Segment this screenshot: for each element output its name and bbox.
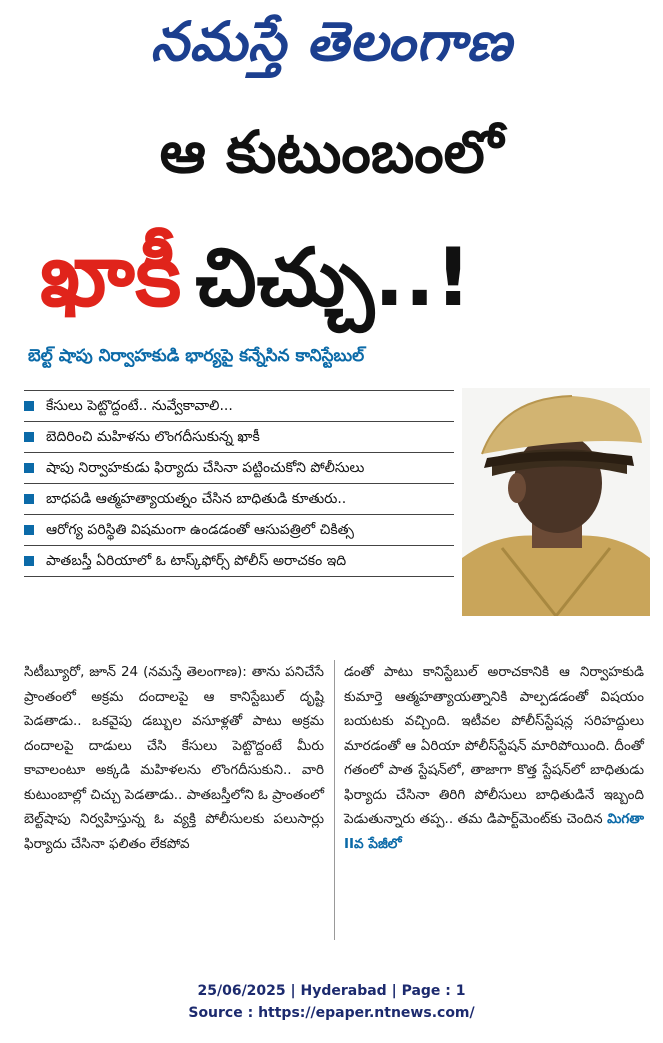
column-divider: [334, 660, 335, 940]
police-officer-photo: [462, 388, 650, 616]
bullet-square-icon: [24, 556, 34, 566]
page-footer: [0, 980, 663, 1024]
bullet-square-icon: [24, 401, 34, 411]
bullet-square-icon: [24, 432, 34, 442]
headline-line1: ఆ కుటుంబంలో: [159, 118, 504, 186]
bullet-square-icon: [24, 525, 34, 535]
headline-black-word: చిచ్చు..!: [195, 231, 472, 324]
bullet-item: ఆరోగ్య పరిస్థితి విషమంగా ఉండడంతో ఆసుపత్రిలో చికిత్స: [24, 515, 454, 546]
article-column-left: సిటీబ్యూరో, జూన్ 24 (నమస్తే తెలంగాణ): తాను పనిచేసే ప్రాంతంలో అక్రమ దందాలపై ఆ కానిస్టేబుల్ దృష్టి పెడతాడు.. ఒకవైపు డబ్బుల వసూళ్లతో పాటు అక్రమ దందాలపై దాడులు చేసి కేసులు పెట్టొద్దంటే మీరు కావాలంటూ అక్కడి మహిళలను లొంగదీసుకుని.. వారి కుటుంబాల్లో చిచ్చు పెడతాడు.. పాతబస్తీలోని ఓ ప్రాంతంలో బెల్ట్‌షాపు నిర్వహిస్తున్న ఓ వ్యక్తి పోలీసులకు పలుసార్లు ఫిర్యాదు చేసినా ఫలితం లేకపోవ: [24, 664, 324, 852]
bullet-list: [24, 390, 454, 577]
article-body: [24, 660, 644, 940]
bullet-square-icon: [24, 463, 34, 473]
bullet-item: కేసులు పెట్టొద్దంటే.. నువ్వేకావాలి...: [24, 390, 454, 422]
bullet-item: పాతబస్తీ ఏరియాలో ఓ టాస్క్‌ఫోర్స్ పోలీస్ అరాచకం ఇది: [24, 546, 454, 577]
article-column-right: [344, 660, 644, 856]
footer-source-line: Source : https://epaper.ntnews.com/: [188, 1005, 475, 1021]
subheadline: బెల్ట్ షాపు నిర్వాహకుడి భార్యపై కన్నేసిన కానిస్టేబుల్: [28, 346, 365, 366]
bullet-item: షాపు నిర్వాహకుడు ఫిర్యాదు చేసినా పట్టించుకోని పోలీసులు: [24, 453, 454, 484]
footer-date-line: 25/06/2025 | Hyderabad | Page : 1: [197, 983, 466, 999]
article-column-right-text: డంతో పాటు కానిస్టేబుల్ అరాచకానికి ఆ నిర్వాహకుడి కుమార్తె ఆత్మహత్యాయత్నానికి పాల్పడడంతో విషయం బయటకు వచ్చింది. ఇటీవల పోలీస్‌స్టేషన్ల సరిహద్దులు మారడంతో ఆ ఏరియా పోలీస్‌స్టేషన్ మారిపోయింది. దీంతో గతంలో పాత స్టేషన్‌లో, తాజాగా కొత్త స్టేషన్‌లో బాధితుడు ఫిర్యాదు చేసినా తిరిగి పోలీసులు బాధితుడినే ఇబ్బంది పెడుతున్నారు తప్ప.. తమ డిపార్ట్‌మెంట్‌కు చెందిన: [344, 664, 644, 827]
bullet-square-icon: [24, 494, 34, 504]
headline-red-word: ఖాకీ: [40, 223, 182, 326]
police-officer-icon: [462, 388, 650, 616]
headline-line2: [40, 215, 640, 335]
bullet-item: బాధపడి ఆత్మహత్యాయత్నం చేసిన బాధితుడి కూతురు..: [24, 484, 454, 515]
continued-on-page: మిగతా IIవ పేజీలో: [344, 811, 644, 852]
bullet-item: బెదిరించి మహిళను లొంగదీసుకున్న ఖాకీ: [24, 422, 454, 453]
masthead-title: నమస్తే తెలంగాణ: [150, 9, 513, 73]
